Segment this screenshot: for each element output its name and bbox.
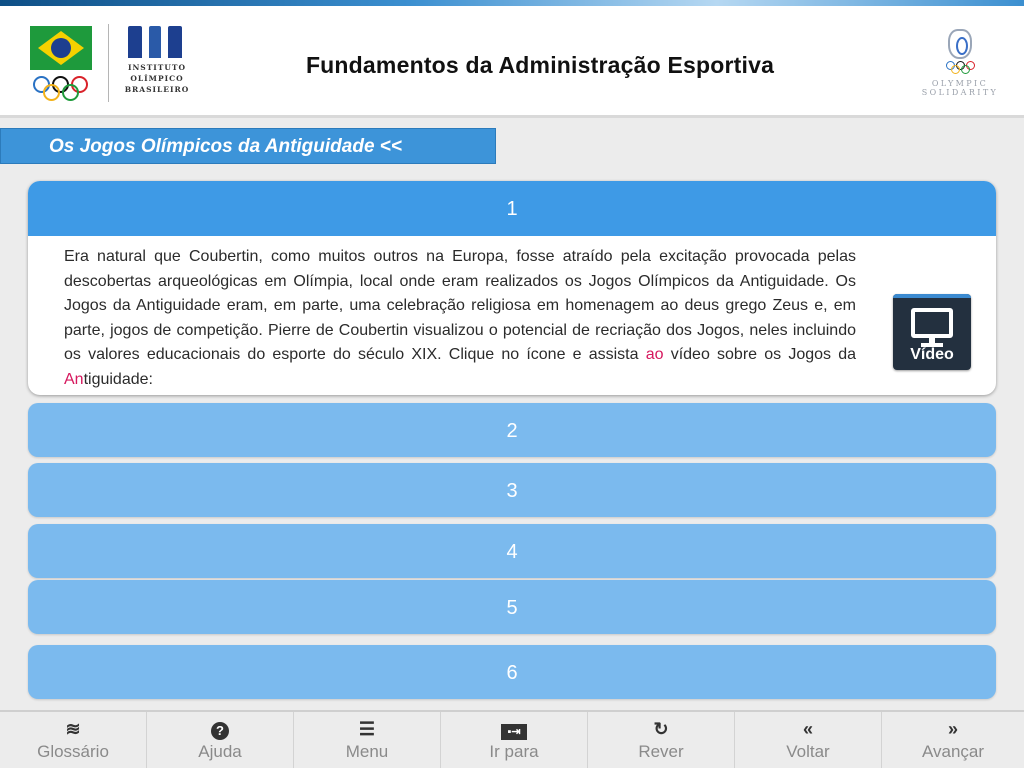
video-button-label: Vídeo bbox=[910, 346, 954, 363]
iob-line: OLÍMPICO bbox=[130, 74, 184, 83]
glossary-label: Glossário bbox=[37, 742, 109, 761]
back-button[interactable] bbox=[735, 712, 882, 768]
iob-logo-mark bbox=[128, 26, 184, 58]
double-right-icon: » bbox=[947, 719, 958, 739]
help-icon: ? bbox=[147, 718, 293, 740]
replay-label: Rever bbox=[638, 742, 684, 761]
accordion-header-2[interactable]: 2 bbox=[28, 403, 996, 457]
highlight-text: ao bbox=[645, 346, 664, 364]
replay-icon: ↻ bbox=[653, 719, 669, 739]
glossary-button[interactable] bbox=[0, 712, 147, 768]
menu-button[interactable] bbox=[294, 712, 441, 768]
section-title-bar[interactable] bbox=[0, 128, 496, 164]
help-button[interactable] bbox=[147, 712, 294, 768]
app-title: Fundamentos da Administração Esportiva bbox=[305, 52, 775, 78]
layers-icon: ≋ bbox=[65, 719, 81, 739]
menu-label: Menu bbox=[345, 742, 389, 761]
olympic-solidarity-text bbox=[918, 79, 1002, 97]
menu-icon: ☰ bbox=[358, 719, 376, 739]
accordion-header-6[interactable]: 6 bbox=[28, 645, 996, 699]
brazil-flag-logo bbox=[30, 26, 92, 70]
os-line: SOLIDARITY bbox=[921, 88, 999, 97]
header bbox=[0, 6, 1024, 118]
back-label: Voltar bbox=[786, 742, 830, 761]
accordion-header-1[interactable]: 1 bbox=[28, 181, 996, 236]
os-line: OLYMPIC bbox=[931, 79, 989, 88]
accordion-item-1-expanded bbox=[28, 181, 996, 395]
accordion-content-text bbox=[64, 245, 856, 393]
accordion-header-5[interactable]: 5 bbox=[28, 580, 996, 634]
header-divider bbox=[108, 24, 109, 102]
section-title: Os Jogos Olímpicos da Antiguidade << bbox=[49, 136, 402, 157]
olympic-solidarity-rings bbox=[946, 61, 976, 73]
goto-button[interactable] bbox=[441, 712, 588, 768]
content-text-part: tiguidade: bbox=[83, 370, 153, 388]
help-label: Ajuda bbox=[198, 742, 242, 761]
iob-line: BRASILEIRO bbox=[124, 85, 190, 94]
accordion-header-3[interactable]: 3 bbox=[28, 463, 996, 517]
iob-line: INSTITUTO bbox=[127, 63, 187, 72]
next-button[interactable] bbox=[882, 712, 1024, 768]
footer-nav bbox=[0, 710, 1024, 768]
goto-icon: ▪⇥ bbox=[441, 718, 587, 740]
accordion-header-4[interactable]: 4 bbox=[28, 524, 996, 578]
olympic-rings-logo bbox=[33, 76, 89, 102]
replay-button[interactable] bbox=[588, 712, 735, 768]
highlight-text: An bbox=[64, 370, 84, 388]
content-text-part: vídeo sobre os Jogos da bbox=[663, 346, 856, 364]
next-label: Avançar bbox=[921, 742, 985, 761]
double-left-icon: « bbox=[802, 719, 813, 739]
content-text-part: Era natural que Coubertin, como muitos outros na Europa, fosse atraído pela excitação provocada pelas descobertas arqueológicas em Olímpia, local onde eram realizados os Jogos Olímpicos da Antiguidade. Os Jogos da Antiguidade eram, em parte, uma celebração religiosa em homenagem ao deus grego Zeus e, em parte, jogos de competição. Pierre de Coubertin visualizou o potencial de recriação dos Jogos, neles incluindo os valores educacionais do esporte do século XIX. Clique no ícone e assista bbox=[64, 248, 856, 364]
goto-label: Ir para bbox=[489, 742, 539, 761]
olympic-solidarity-emblem bbox=[948, 29, 972, 59]
iob-logo-text bbox=[124, 62, 190, 95]
monitor-icon bbox=[911, 308, 953, 338]
video-button[interactable] bbox=[893, 294, 971, 370]
